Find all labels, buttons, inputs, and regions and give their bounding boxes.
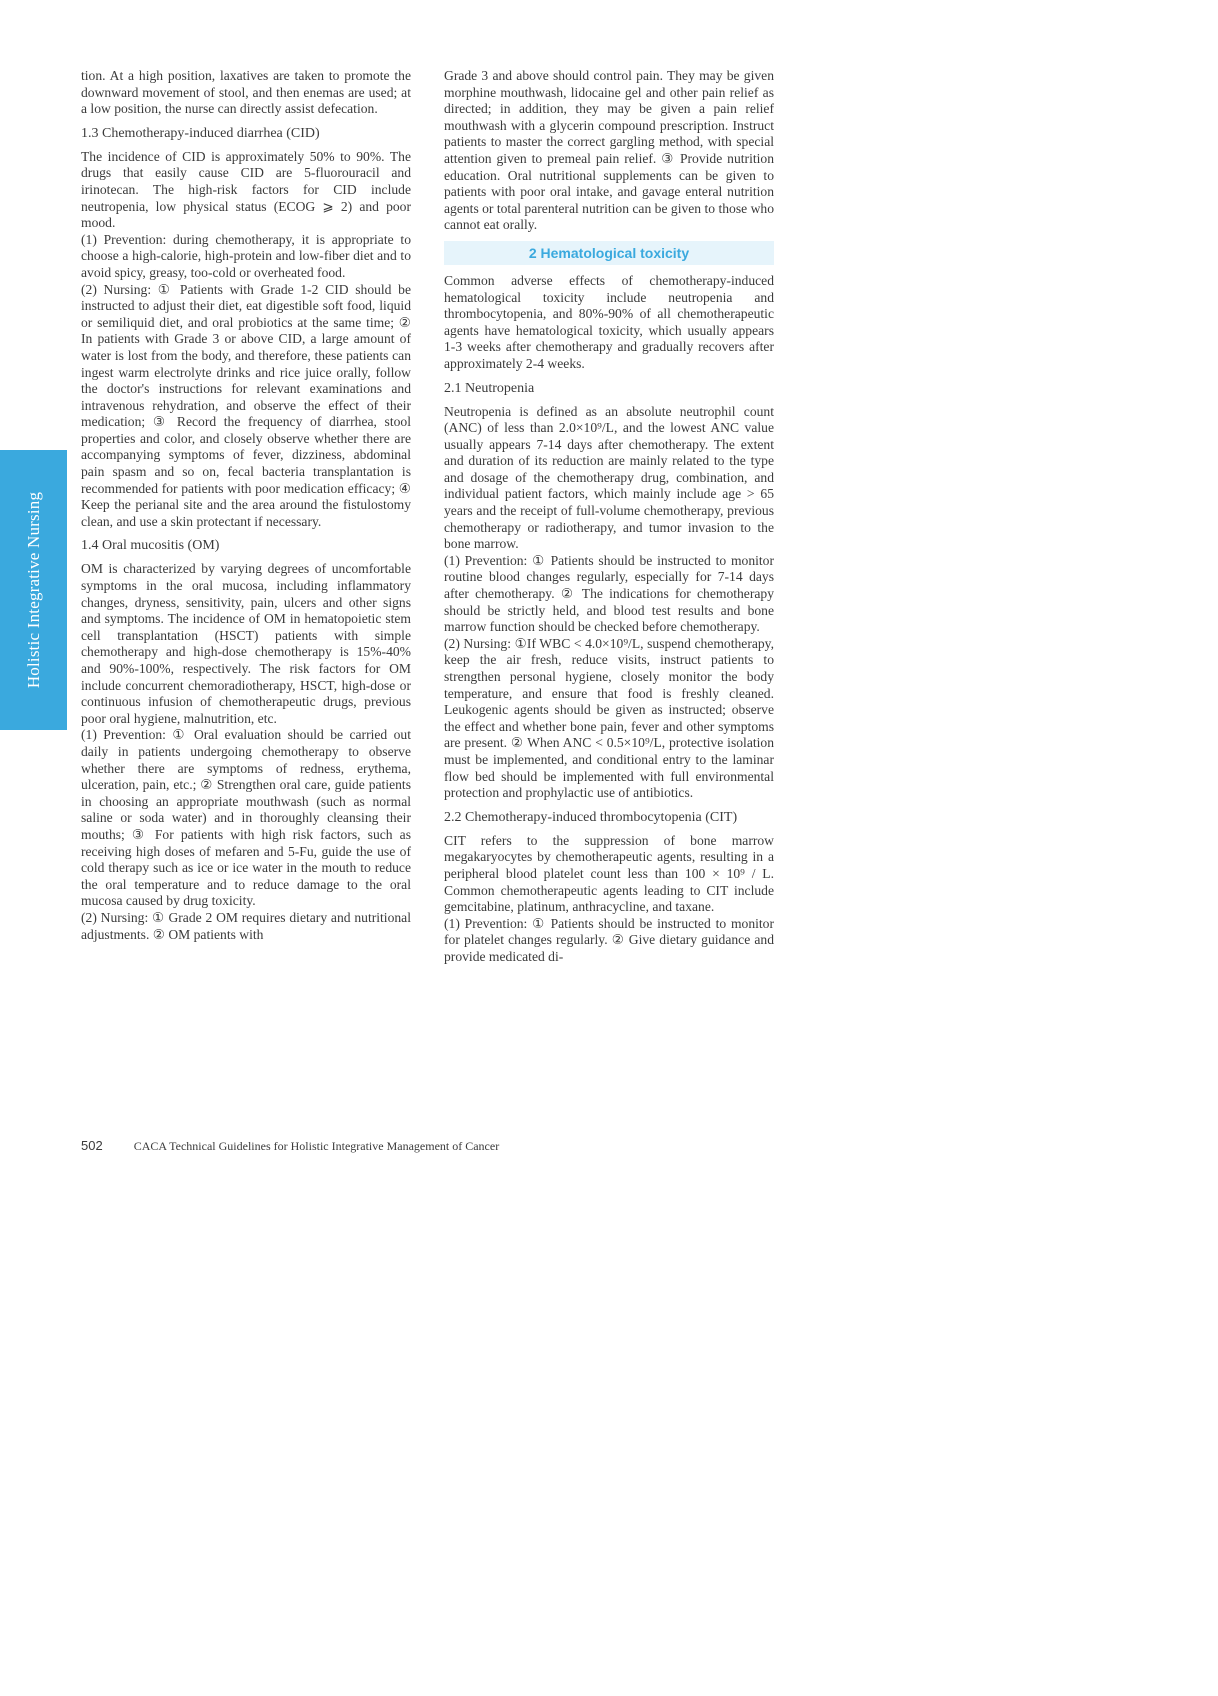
paragraph: (1) Prevention: ① Patients should be instructed to monitor routine blood changes regularly, especially for 7-14 days after chemotherapy. ② The indications for chemotherapy should be strictly held, and blood test results and bone marrow function should be checked before chemotherapy.: [444, 552, 774, 635]
paragraph: Neutropenia is defined as an absolute neutrophil count (ANC) of less than 2.0×10⁹/L, and the lowest ANC value usually appears 7-14 days after chemotherapy. The extent and duration of its reduction are mainly related to the type and dosage of the chemotherapy drug, combination, and individual patient factors, which mainly include age > 65 years and the receipt of full-volume chemotherapy, previous chemotherapy or radiotherapy, and tumor invasion to the bone marrow.: [444, 403, 774, 552]
paragraph: OM is characterized by varying degrees of uncomfortable symptoms in the oral mucosa, including inflammatory changes, dryness, sensitivity, pain, ulcers and other signs and symptoms. The incidence of OM in hematopoietic stem cell transplantation (HSCT) patients with simple chemotherapy and high-dose chemotherapy is 15%-40% and 90%-100%, respectively. The risk factors for OM include concurrent chemoradiotherapy, HSCT, high-dose or continuous infusion of chemotherapeutic drugs, previous poor oral hygiene, malnutrition, etc.: [81, 561, 411, 726]
section-heading-2: 2 Hematological toxicity: [444, 241, 774, 265]
section-heading-2-1: 2.1 Neutropenia: [444, 380, 535, 396]
paragraph: CIT refers to the suppression of bone marrow megakaryocytes by chemotherapeutic agents, resulting in a peripheral blood platelet count less than 100 × 10⁹ / L. Common chemotherapeutic agents leading to CIT include gemcitabine, platinum, anthracycline, and taxane.: [444, 832, 774, 915]
paragraph: (1) Prevention: during chemotherapy, it is appropriate to choose a high-calorie, high-protein and low-fiber diet and to avoid spicy, greasy, too-cold or overheated food.: [81, 231, 411, 280]
paragraph: Grade 3 and above should control pain. They may be given morphine mouthwash, lidocaine gel and other pain relief as directed; in addition, they may be given a pain relief mouthwash with a glycerin compound prescription. Instruct patients to master the correct gargling method, with special attention given to premeal pain relief. ③ Provide nutrition education. Oral nutritional supplements can be given to patients with poor oral intake, and gavage enteral nutrition agents or total parenteral nutrition can be given to those who cannot eat orally.: [444, 68, 774, 233]
page-number: 502: [81, 1138, 103, 1153]
paragraph: Common adverse effects of chemotherapy-induced hematological toxicity include neutropenia and thrombocytopenia, and 80%-90% of all chemotherapeutic agents have hematological toxicity, which usually appears 1-3 weeks after chemotherapy and gradually recovers after approximately 2-4 weeks.: [444, 272, 774, 371]
page-footer: [81, 1138, 499, 1154]
side-tab-label: Holistic Integrative Nursing: [23, 491, 43, 689]
section-heading-1-4: 1.4 Oral mucositis (OM): [81, 538, 220, 554]
paragraph: tion. At a high position, laxatives are taken to promote the downward movement of stool, and then enemas are used; at a low position, the nurse can directly assist defecation.: [81, 68, 411, 117]
paragraph: (1) Prevention: ① Oral evaluation should be carried out daily in patients undergoing chemotherapy to observe whether there are symptoms of redness, erythema, ulceration, pain, etc.; ② Strengthen oral care, guide patients in choosing an appropriate mouthwash (such as normal saline or soda water) and in thoroughly cleansing their mouths; ③ For patients with high risk factors, such as receiving high doses of mefaren and 5-Fu, guide the use of cold therapy such as ice or ice water in the mouth to reduce the oral temperature and to reduce damage to the oral mucosa caused by drug toxicity.: [81, 727, 411, 909]
paragraph: (2) Nursing: ①If WBC < 4.0×10⁹/L, suspend chemotherapy, keep the air fresh, reduce visits, instruct patients to strengthen personal hygiene, closely monitor the body temperature, and ensure that food is freshly cleaned. Leukogenic agents should be given as instructed; observe the effect and whether bone pain, fever and other symptoms are present. ② When ANC < 0.5×10⁹/L, protective isolation must be implemented, and conditional entry to the laminar flow bed should be implemented with full environmental protection and prophylactic use of antibiotics.: [444, 635, 774, 801]
paragraph: (2) Nursing: ① Patients with Grade 1-2 CID should be instructed to adjust their diet, eat digestible soft food, liquid or semiliquid diet, and oral probiotics at the same time; ② In patients with Grade 3 or above CID, a large amount of water is lost from the body, and therefore, these patients can ingest warm electrolyte drinks and rice juice orally, follow the doctor's instructions for relevant examinations and intravenous rehydration, and observe the effect of their medication; ③ Record the frequency of diarrhea, stool properties and color, and closely observe whether there are accompanying symptoms of fever, dizziness, abdominal pain spasm and so on, fecal bacteria transplantation is recommended for patients with poor medication efficacy; ④ Keep the perianal site and the area around the fistulostomy clean, and use a skin protectant if necessary.: [81, 281, 411, 529]
left-column: [81, 68, 411, 943]
paragraph: (1) Prevention: ① Patients should be instructed to monitor for platelet changes regularly. ② Give dietary guidance and provide medicated di-: [444, 915, 774, 964]
section-side-tab: [0, 450, 67, 730]
paragraph: (2) Nursing: ① Grade 2 OM requires dietary and nutritional adjustments. ② OM patients with: [81, 909, 411, 942]
section-heading-1-3: 1.3 Chemotherapy-induced diarrhea (CID): [81, 125, 320, 141]
paragraph: The incidence of CID is approximately 50% to 90%. The drugs that easily cause CID are 5-fluorouracil and irinotecan. The high-risk factors for CID include neutropenia, low physical status (ECOG ⩾ 2) and poor mood.: [81, 148, 411, 231]
running-title: CACA Technical Guidelines for Holistic Integrative Management of Cancer: [133, 1139, 500, 1153]
section-heading-2-2: 2.2 Chemotherapy-induced thrombocytopenia (CIT): [444, 809, 738, 825]
right-column: [444, 68, 774, 966]
